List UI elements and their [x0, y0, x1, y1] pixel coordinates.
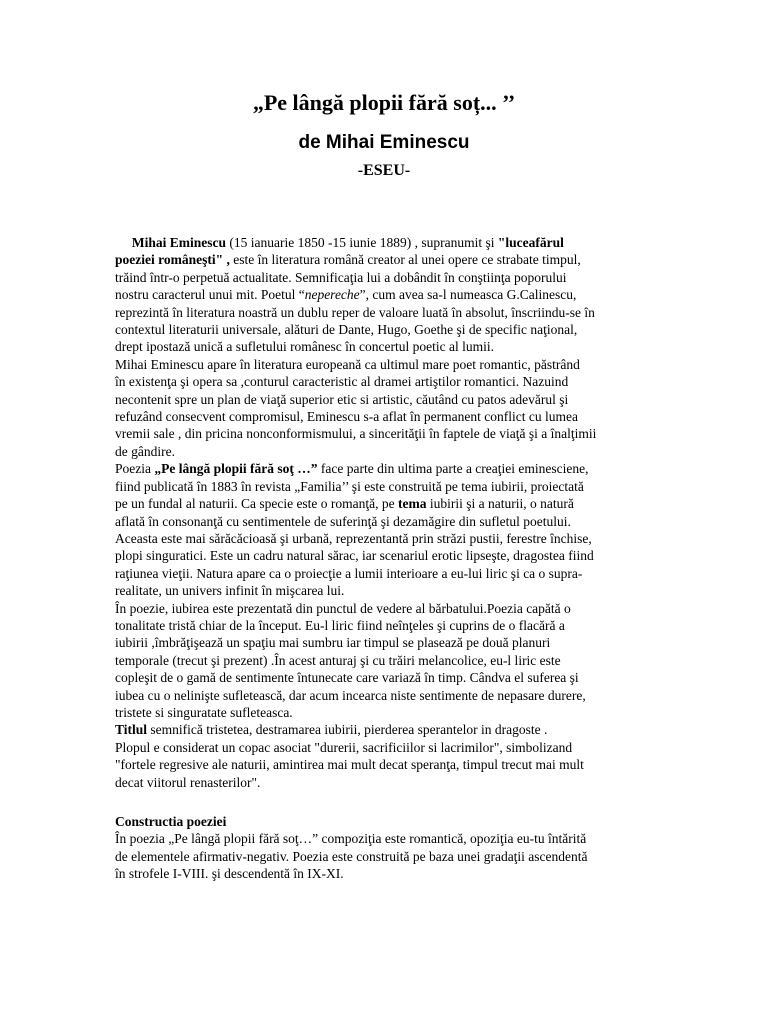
author-name: Mihai Eminescu: [131, 235, 227, 250]
text-line: temporale (trecut şi prezent) .În acest anturaj şi cu trăiri melancolice, eu-l liric este: [115, 652, 561, 668]
text-line: de gândire.: [115, 443, 175, 459]
text-span: (15 ianuarie 1850 -15 iunie 1889) , supranumit şi: [226, 235, 498, 250]
text-line: contextul literaturii universale, alături de Dante, Hugo, Goethe şi de specific naţional,: [115, 322, 578, 338]
document-genre: -ESEU-: [357, 162, 411, 179]
text-line: Mihai Eminescu apare în literatura europeană ca ultimul mare poet romantic, păstrând: [115, 356, 580, 372]
text-span: Poezia: [115, 461, 155, 477]
text-line: Plopul e considerat un copac asociat "durerii, sacrificiilor si lacrimilor", simbolizand: [115, 739, 573, 755]
text-line: tristete si singuratate sufleteasca.: [115, 704, 293, 720]
text-line: decat viitorul renasterilor".: [115, 774, 261, 790]
text-line: în existenţa şi opera sa ,conturul caracteristic al dramei artiştilor romantici. Nazuind: [115, 374, 569, 390]
text-line: Aceasta este mai sărăcăcioasă şi urbană, reprezentantă prin străzi pustii, ferestre închise,: [115, 530, 592, 546]
text-line: aflată în consonanţă cu sentimentele de suferinţă şi dezamăgire din sufletul poetului.: [115, 513, 571, 529]
bold-span: "luceafărul: [497, 235, 564, 250]
text-span: semnifică tristetea, destramarea iubirii, pierderea sperantelor in dragoste .: [147, 722, 548, 738]
text-line: În poezie, iubirea este prezentată din punctul de vedere al bărbatului.Poezia capătă o: [115, 600, 571, 616]
text-line: copleşit de o gamă de sentimente întunecate care variază în timp. Cândva el suferea şi: [115, 670, 579, 686]
document-title: „Pe lângă plopii fără soț... ’’: [252, 90, 516, 115]
paragraph-gap: [115, 791, 660, 813]
text-line: plopi singuratici. Este un cadru natural sărac, iar scenariul erotic lipseşte, dragostea fiind: [115, 548, 594, 564]
section-heading: Constructia poeziei: [115, 814, 227, 829]
italic-span: nepereche: [304, 287, 360, 303]
text-line: În poezia „Pe lângă plopii fără soţ…” compoziţia este romantică, opoziţia eu-tu întărită: [115, 831, 587, 847]
text-line: [115, 460, 660, 477]
text-line: [115, 495, 660, 512]
text-line: în strofele I-VIII. şi descendentă în IX-XI.: [115, 866, 344, 882]
text-span: nostru caracterul unui mit. Poetul “: [115, 287, 305, 303]
text-line: iubirii ,îmbrăţişează un spaţiu mai sumbru iar timpul se plasează pe două planuri: [115, 635, 551, 651]
text-line: [115, 721, 660, 738]
text-line: reprezintă în literatura noastră un dublu reper de valoare luată în absolut, înscriindu-se în: [115, 304, 595, 320]
text-line: vremii sale , din pricina nonconformismului, a sincerităţii în faptele de viaţă şi a înalţimii: [115, 426, 597, 442]
bold-span: „Pe lângă plopii fără soţ …”: [154, 461, 318, 477]
text-span: ”, cum avea sa-l numeasca G.Calinescu,: [359, 287, 577, 303]
text-line: de elementele afirmativ-negativ. Poezia este construită pe baza unei gradaţii ascendentă: [115, 848, 588, 864]
text-line: [115, 234, 660, 251]
bold-span: Titlul: [115, 722, 148, 738]
text-line: necontenit spre un plan de viaţă superior etic si artistic, căutând cu patos adevărul şi: [115, 391, 569, 407]
text-span: este în literatura română creator al unei opere ce strabate timpul,: [229, 252, 581, 268]
text-span: pe un fundal al naturii. Ca specie este o romanţă, pe: [115, 496, 399, 512]
text-line: fiind publicată în 1883 în revista „Familia’’ şi este construită pe tema iubirii, proiectată: [115, 478, 584, 494]
text-line: iubea cu o nelinişte sufletească, dar acum incearca niste sentimente de nepasare durere,: [115, 687, 586, 703]
bold-span: poeziei româneşti" ,: [115, 252, 230, 268]
text-line: refuzând consecvent compromisul, Eminescu s-a aflat în permanent conflict cu lumea: [115, 409, 578, 425]
text-line: "fortele regresive ale naturii, amintirea mai mult decat speranţa, timpul trecut mai mult: [115, 757, 584, 773]
text-line: drept ipostază unică a sufletului românesc în concertul poetic al lumii.: [115, 339, 494, 355]
text-line: trăind într-o perpetuă actualitate. Semnificaţia lui a dobândit în conştiinţa poporului: [115, 269, 567, 285]
text-span: face parte din ultima parte a creaţiei eminesciene,: [317, 461, 589, 477]
text-line: realitate, un univers infinit în mişcarea lui.: [115, 583, 345, 599]
bold-span: tema: [398, 496, 427, 512]
text-line: tonalitate tristă chiar de la început. Eu-l liric fiind neînţeles şi cuprins de o flacără a: [115, 617, 565, 633]
text-line: [115, 251, 660, 268]
text-span: iubirii şi a naturii, o natură: [426, 496, 574, 512]
text-line: raţiunea vieţii. Natura apare ca o proiecţie a lumii interioare a eu-lui liric şi ca o supra-: [115, 565, 583, 581]
essay-body: [115, 234, 660, 883]
text-line: [115, 286, 660, 303]
document-author: de Mihai Eminescu: [298, 132, 470, 153]
